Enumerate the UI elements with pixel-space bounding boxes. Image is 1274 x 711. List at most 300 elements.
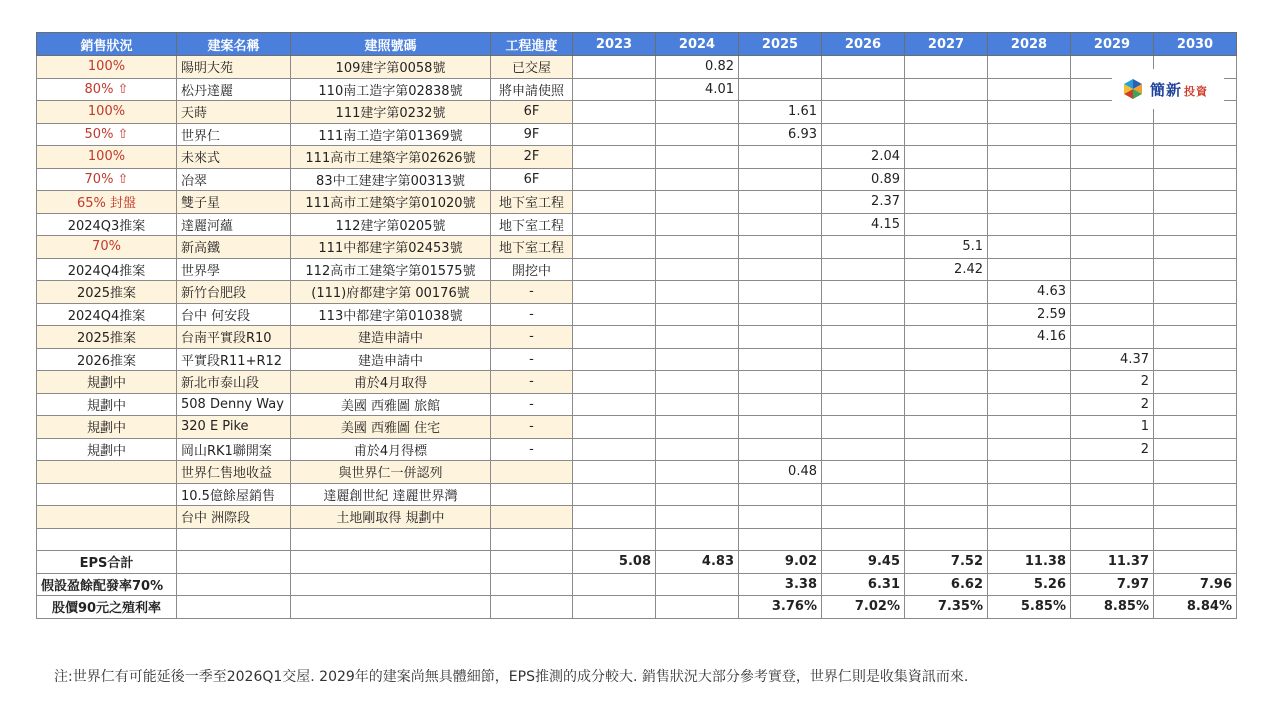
project-name-cell: 平實段R11+R12 xyxy=(177,348,291,371)
empty-cell xyxy=(177,551,291,574)
eps-value-cell xyxy=(1154,506,1237,529)
sales-status-cell xyxy=(37,461,177,484)
empty-cell xyxy=(291,573,491,596)
project-name-cell: 陽明大苑 xyxy=(177,56,291,79)
eps-value-cell: 2.59 xyxy=(988,303,1071,326)
summary-value-cell: 6.62 xyxy=(905,573,988,596)
eps-value-cell xyxy=(988,168,1071,191)
eps-value-cell xyxy=(656,348,739,371)
empty-cell xyxy=(177,596,291,619)
eps-value-cell xyxy=(1071,236,1154,259)
eps-value-cell xyxy=(573,56,656,79)
eps-value-cell xyxy=(656,303,739,326)
summary-value-cell: 7.35% xyxy=(905,596,988,619)
eps-value-cell xyxy=(905,371,988,394)
eps-value-cell xyxy=(1071,326,1154,349)
eps-value-cell xyxy=(739,416,822,439)
eps-value-cell xyxy=(1154,236,1237,259)
sales-status-cell: 100% xyxy=(37,101,177,124)
construction-progress-cell: - xyxy=(491,371,573,394)
summary-value-cell: 11.38 xyxy=(988,551,1071,574)
summary-value-cell: 7.97 xyxy=(1071,573,1154,596)
eps-value-cell xyxy=(656,438,739,461)
project-name-cell: 世界仁售地收益 xyxy=(177,461,291,484)
table-body xyxy=(37,56,1237,619)
eps-value-cell xyxy=(1154,326,1237,349)
summary-value-cell: 7.52 xyxy=(905,551,988,574)
eps-value-cell xyxy=(656,168,739,191)
column-header: 工程進度 xyxy=(491,33,573,56)
logo-mark-icon xyxy=(1122,78,1144,100)
construction-progress-cell: - xyxy=(491,303,573,326)
eps-value-cell xyxy=(822,348,905,371)
eps-value-cell xyxy=(988,461,1071,484)
eps-value-cell xyxy=(739,236,822,259)
eps-value-cell xyxy=(1154,416,1237,439)
table-row xyxy=(37,506,1237,529)
eps-value-cell xyxy=(739,146,822,169)
eps-value-cell xyxy=(1154,483,1237,506)
brand-logo xyxy=(1112,69,1224,109)
eps-value-cell xyxy=(822,416,905,439)
summary-value-cell: 3.76% xyxy=(739,596,822,619)
construction-progress-cell xyxy=(491,483,573,506)
table-row xyxy=(37,258,1237,281)
construction-progress-cell: 開挖中 xyxy=(491,258,573,281)
permit-number-cell: 109建字第0058號 xyxy=(291,56,491,79)
eps-value-cell xyxy=(905,78,988,101)
construction-progress-cell: - xyxy=(491,281,573,304)
eps-value-cell xyxy=(573,281,656,304)
construction-progress-cell: - xyxy=(491,393,573,416)
eps-value-cell: 4.16 xyxy=(988,326,1071,349)
column-header: 2026 xyxy=(822,33,905,56)
eps-value-cell xyxy=(573,371,656,394)
eps-value-cell: 0.48 xyxy=(739,461,822,484)
construction-progress-cell: - xyxy=(491,438,573,461)
eps-value-cell xyxy=(905,146,988,169)
permit-number-cell: 111高市工建築字第01020號 xyxy=(291,191,491,214)
eps-value-cell xyxy=(1071,461,1154,484)
table-row xyxy=(37,483,1237,506)
permit-number-cell: 110南工造字第02838號 xyxy=(291,78,491,101)
eps-value-cell xyxy=(573,416,656,439)
construction-progress-cell: - xyxy=(491,348,573,371)
eps-value-cell xyxy=(739,393,822,416)
eps-value-cell xyxy=(1154,371,1237,394)
eps-value-cell xyxy=(1154,191,1237,214)
eps-value-cell xyxy=(1154,461,1237,484)
eps-value-cell xyxy=(739,528,822,551)
eps-value-cell xyxy=(905,528,988,551)
eps-value-cell xyxy=(905,461,988,484)
eps-value-cell: 6.93 xyxy=(739,123,822,146)
eps-value-cell xyxy=(1154,258,1237,281)
eps-value-cell xyxy=(573,461,656,484)
eps-value-cell xyxy=(656,146,739,169)
summary-label: 假設盈餘配發率70% xyxy=(37,573,177,596)
sales-status-cell: 50% ⇧ xyxy=(37,123,177,146)
eps-value-cell xyxy=(573,123,656,146)
eps-value-cell xyxy=(1154,281,1237,304)
table-row xyxy=(37,416,1237,439)
eps-value-cell: 2 xyxy=(1071,371,1154,394)
sales-status-cell: 2025推案 xyxy=(37,281,177,304)
eps-projection-table xyxy=(36,32,1237,619)
eps-value-cell xyxy=(822,258,905,281)
eps-value-cell xyxy=(739,483,822,506)
summary-label: 股價90元之殖利率 xyxy=(37,596,177,619)
summary-value-cell: 7.96 xyxy=(1154,573,1237,596)
permit-number-cell: (111)府都建字第 00176號 xyxy=(291,281,491,304)
column-header: 建照號碼 xyxy=(291,33,491,56)
eps-value-cell xyxy=(905,168,988,191)
project-name-cell: 達麗河蘊 xyxy=(177,213,291,236)
permit-number-cell: 建造申請中 xyxy=(291,348,491,371)
eps-value-cell xyxy=(822,528,905,551)
eps-value-cell: 2 xyxy=(1071,438,1154,461)
eps-value-cell xyxy=(1154,213,1237,236)
eps-value-cell xyxy=(1071,258,1154,281)
eps-value-cell xyxy=(573,303,656,326)
summary-value-cell: 4.83 xyxy=(656,551,739,574)
summary-value-cell: 5.85% xyxy=(988,596,1071,619)
table-row xyxy=(37,78,1237,101)
project-name-cell: 新北市泰山段 xyxy=(177,371,291,394)
sales-status-cell: 規劃中 xyxy=(37,438,177,461)
eps-value-cell xyxy=(822,78,905,101)
eps-value-cell xyxy=(573,326,656,349)
eps-value-cell xyxy=(822,123,905,146)
summary-value-cell xyxy=(656,596,739,619)
empty-cell xyxy=(177,573,291,596)
project-name-cell: 雙子星 xyxy=(177,191,291,214)
eps-value-cell xyxy=(573,506,656,529)
eps-value-cell xyxy=(739,56,822,79)
project-name-cell: 新竹台肥段 xyxy=(177,281,291,304)
eps-value-cell xyxy=(905,56,988,79)
eps-value-cell xyxy=(905,303,988,326)
summary-value-cell xyxy=(573,573,656,596)
construction-progress-cell: 地下室工程 xyxy=(491,213,573,236)
eps-value-cell: 4.63 xyxy=(988,281,1071,304)
eps-value-cell xyxy=(905,213,988,236)
eps-value-cell xyxy=(1154,168,1237,191)
sales-status-cell: 80% ⇧ xyxy=(37,78,177,101)
column-header: 2025 xyxy=(739,33,822,56)
project-name-cell: 台南平實段R10 xyxy=(177,326,291,349)
eps-value-cell xyxy=(573,101,656,124)
column-header: 銷售狀況 xyxy=(37,33,177,56)
sales-status-cell: 70% xyxy=(37,236,177,259)
permit-number-cell: 與世界仁一併認列 xyxy=(291,461,491,484)
eps-value-cell xyxy=(905,326,988,349)
eps-value-cell xyxy=(1071,213,1154,236)
eps-value-cell xyxy=(656,281,739,304)
eps-value-cell xyxy=(988,213,1071,236)
eps-value-cell xyxy=(573,393,656,416)
construction-progress-cell: 6F xyxy=(491,168,573,191)
table-row xyxy=(37,528,1237,551)
eps-value-cell xyxy=(739,506,822,529)
table-row xyxy=(37,168,1237,191)
empty-cell xyxy=(491,551,573,574)
column-header: 2023 xyxy=(573,33,656,56)
table-row xyxy=(37,393,1237,416)
eps-value-cell xyxy=(656,371,739,394)
permit-number-cell: 美國 西雅圖 旅館 xyxy=(291,393,491,416)
permit-number-cell: 83中工建建字第00313號 xyxy=(291,168,491,191)
permit-number-cell: 111南工造字第01369號 xyxy=(291,123,491,146)
table-row xyxy=(37,56,1237,79)
permit-number-cell: 美國 西雅圖 住宅 xyxy=(291,416,491,439)
table-row xyxy=(37,123,1237,146)
eps-value-cell xyxy=(905,191,988,214)
summary-value-cell xyxy=(573,596,656,619)
construction-progress-cell: 地下室工程 xyxy=(491,236,573,259)
table-row xyxy=(37,326,1237,349)
permit-number-cell: 111中都建字第02453號 xyxy=(291,236,491,259)
footnote: 注:世界仁有可能延後一季至2026Q1交屋. 2029年的建案尚無具體細節，EPS推測的成分較大. 銷售狀況大部分參考實登，世界仁則是收集資訊而來. xyxy=(54,669,969,685)
empty-cell xyxy=(491,596,573,619)
eps-value-cell xyxy=(988,236,1071,259)
eps-value-cell xyxy=(988,371,1071,394)
table-row xyxy=(37,348,1237,371)
construction-progress-cell xyxy=(491,461,573,484)
column-header: 2030 xyxy=(1154,33,1237,56)
eps-value-cell: 2 xyxy=(1071,393,1154,416)
eps-value-cell xyxy=(1071,123,1154,146)
table-row xyxy=(37,146,1237,169)
permit-number-cell: 甫於4月得標 xyxy=(291,438,491,461)
eps-value-cell: 0.82 xyxy=(656,56,739,79)
permit-number-cell: 甫於4月取得 xyxy=(291,371,491,394)
sales-status-cell: 100% xyxy=(37,56,177,79)
eps-value-cell xyxy=(988,78,1071,101)
project-name-cell: 松丹達麗 xyxy=(177,78,291,101)
eps-value-cell xyxy=(822,393,905,416)
eps-value-cell xyxy=(1154,348,1237,371)
eps-value-cell: 4.37 xyxy=(1071,348,1154,371)
eps-value-cell xyxy=(1071,506,1154,529)
eps-value-cell xyxy=(988,191,1071,214)
eps-value-cell xyxy=(739,258,822,281)
eps-value-cell xyxy=(573,78,656,101)
eps-value-cell: 5.1 xyxy=(905,236,988,259)
sales-status-cell: 規劃中 xyxy=(37,371,177,394)
empty-cell xyxy=(291,596,491,619)
eps-value-cell xyxy=(988,56,1071,79)
table-row xyxy=(37,281,1237,304)
eps-value-cell xyxy=(573,236,656,259)
column-header: 2024 xyxy=(656,33,739,56)
summary-value-cell: 6.31 xyxy=(822,573,905,596)
eps-value-cell xyxy=(905,483,988,506)
permit-number-cell: 土地剛取得 規劃中 xyxy=(291,506,491,529)
sales-status-cell: 70% ⇧ xyxy=(37,168,177,191)
sales-status-cell: 2025推案 xyxy=(37,326,177,349)
eps-value-cell xyxy=(988,483,1071,506)
eps-value-cell xyxy=(573,528,656,551)
eps-value-cell xyxy=(905,506,988,529)
eps-value-cell xyxy=(1154,123,1237,146)
eps-value-cell xyxy=(656,461,739,484)
project-name-cell: 新高鐵 xyxy=(177,236,291,259)
project-name-cell: 世界學 xyxy=(177,258,291,281)
eps-value-cell xyxy=(822,483,905,506)
eps-value-cell xyxy=(905,416,988,439)
sales-status-cell xyxy=(37,506,177,529)
table-row xyxy=(37,213,1237,236)
project-name-cell: 冶翠 xyxy=(177,168,291,191)
sales-status-cell: 2024Q3推案 xyxy=(37,213,177,236)
eps-value-cell xyxy=(905,123,988,146)
eps-value-cell xyxy=(573,168,656,191)
project-name-cell: 世界仁 xyxy=(177,123,291,146)
project-name-cell: 未來式 xyxy=(177,146,291,169)
permit-number-cell: 達麗創世紀 達麗世界灣 xyxy=(291,483,491,506)
eps-value-cell: 0.89 xyxy=(822,168,905,191)
eps-value-cell xyxy=(1071,146,1154,169)
eps-value-cell xyxy=(822,56,905,79)
project-name-cell: 台中 洲際段 xyxy=(177,506,291,529)
eps-value-cell xyxy=(739,168,822,191)
eps-value-cell xyxy=(739,191,822,214)
permit-number-cell xyxy=(291,528,491,551)
construction-progress-cell: 將申請使照 xyxy=(491,78,573,101)
construction-progress-cell: 地下室工程 xyxy=(491,191,573,214)
column-header: 建案名稱 xyxy=(177,33,291,56)
project-name-cell: 岡山RK1聯開案 xyxy=(177,438,291,461)
sales-status-cell: 2026推案 xyxy=(37,348,177,371)
eps-value-cell xyxy=(822,303,905,326)
summary-value-cell: 3.38 xyxy=(739,573,822,596)
eps-value-cell xyxy=(822,281,905,304)
project-name-cell: 10.5億餘屋銷售 xyxy=(177,483,291,506)
eps-value-cell xyxy=(656,416,739,439)
logo-brand-text: 簡新 投資 xyxy=(1150,80,1209,99)
sales-status-cell: 2024Q4推案 xyxy=(37,258,177,281)
column-header: 2028 xyxy=(988,33,1071,56)
eps-value-cell xyxy=(905,393,988,416)
eps-value-cell: 4.01 xyxy=(656,78,739,101)
eps-value-cell xyxy=(739,303,822,326)
project-name-cell: 台中 何安段 xyxy=(177,303,291,326)
eps-value-cell xyxy=(739,438,822,461)
construction-progress-cell xyxy=(491,506,573,529)
eps-value-cell xyxy=(822,506,905,529)
eps-value-cell xyxy=(988,506,1071,529)
sales-status-cell: 65% 封盤 xyxy=(37,191,177,214)
eps-value-cell xyxy=(573,146,656,169)
eps-value-cell xyxy=(1071,281,1154,304)
permit-number-cell: 建造申請中 xyxy=(291,326,491,349)
eps-value-cell xyxy=(1071,168,1154,191)
project-name-cell: 508 Denny Way xyxy=(177,393,291,416)
eps-value-cell xyxy=(573,438,656,461)
table-row xyxy=(37,191,1237,214)
eps-value-cell xyxy=(1154,528,1237,551)
permit-number-cell: 111高市工建築字第02626號 xyxy=(291,146,491,169)
eps-value-cell xyxy=(988,258,1071,281)
construction-progress-cell: - xyxy=(491,416,573,439)
construction-progress-cell: 已交屋 xyxy=(491,56,573,79)
eps-value-cell xyxy=(822,101,905,124)
eps-value-cell xyxy=(822,236,905,259)
eps-value-cell xyxy=(905,438,988,461)
eps-value-cell xyxy=(822,326,905,349)
empty-cell xyxy=(491,573,573,596)
eps-value-cell: 2.37 xyxy=(822,191,905,214)
eps-value-cell xyxy=(988,416,1071,439)
project-name-cell: 320 E Pike xyxy=(177,416,291,439)
permit-number-cell: 112建字第0205號 xyxy=(291,213,491,236)
eps-value-cell xyxy=(988,101,1071,124)
summary-row xyxy=(37,573,1237,596)
eps-value-cell xyxy=(656,123,739,146)
column-header: 2027 xyxy=(905,33,988,56)
eps-value-cell: 2.04 xyxy=(822,146,905,169)
sales-status-cell: 2024Q4推案 xyxy=(37,303,177,326)
project-name-cell: 天蒔 xyxy=(177,101,291,124)
table-row xyxy=(37,101,1237,124)
table-row xyxy=(37,371,1237,394)
eps-value-cell xyxy=(822,438,905,461)
eps-value-cell xyxy=(656,506,739,529)
eps-value-cell xyxy=(988,438,1071,461)
eps-value-cell xyxy=(656,101,739,124)
eps-value-cell xyxy=(1071,191,1154,214)
eps-value-cell xyxy=(573,348,656,371)
eps-value-cell xyxy=(739,371,822,394)
summary-value-cell: 8.84% xyxy=(1154,596,1237,619)
eps-value-cell xyxy=(822,371,905,394)
summary-row xyxy=(37,551,1237,574)
eps-value-cell xyxy=(1071,528,1154,551)
summary-value-cell: 7.02% xyxy=(822,596,905,619)
sales-status-cell xyxy=(37,528,177,551)
summary-value-cell: 11.37 xyxy=(1071,551,1154,574)
sales-status-cell xyxy=(37,483,177,506)
eps-value-cell xyxy=(656,528,739,551)
eps-value-cell: 2.42 xyxy=(905,258,988,281)
eps-value-cell xyxy=(822,461,905,484)
eps-value-cell xyxy=(573,258,656,281)
table-row xyxy=(37,438,1237,461)
summary-value-cell: 5.26 xyxy=(988,573,1071,596)
eps-value-cell xyxy=(905,281,988,304)
eps-value-cell xyxy=(1154,438,1237,461)
summary-row xyxy=(37,596,1237,619)
summary-label: EPS合計 xyxy=(37,551,177,574)
table-row xyxy=(37,461,1237,484)
sales-status-cell: 規劃中 xyxy=(37,416,177,439)
column-header: 2029 xyxy=(1071,33,1154,56)
header-row xyxy=(37,33,1237,56)
eps-value-cell xyxy=(988,348,1071,371)
table-row xyxy=(37,236,1237,259)
eps-value-cell xyxy=(988,146,1071,169)
project-name-cell xyxy=(177,528,291,551)
eps-value-cell xyxy=(739,281,822,304)
summary-value-cell: 5.08 xyxy=(573,551,656,574)
eps-value-cell xyxy=(573,483,656,506)
sales-status-cell: 100% xyxy=(37,146,177,169)
empty-cell xyxy=(291,551,491,574)
table-row xyxy=(37,303,1237,326)
eps-value-cell xyxy=(573,213,656,236)
eps-value-cell xyxy=(1071,303,1154,326)
